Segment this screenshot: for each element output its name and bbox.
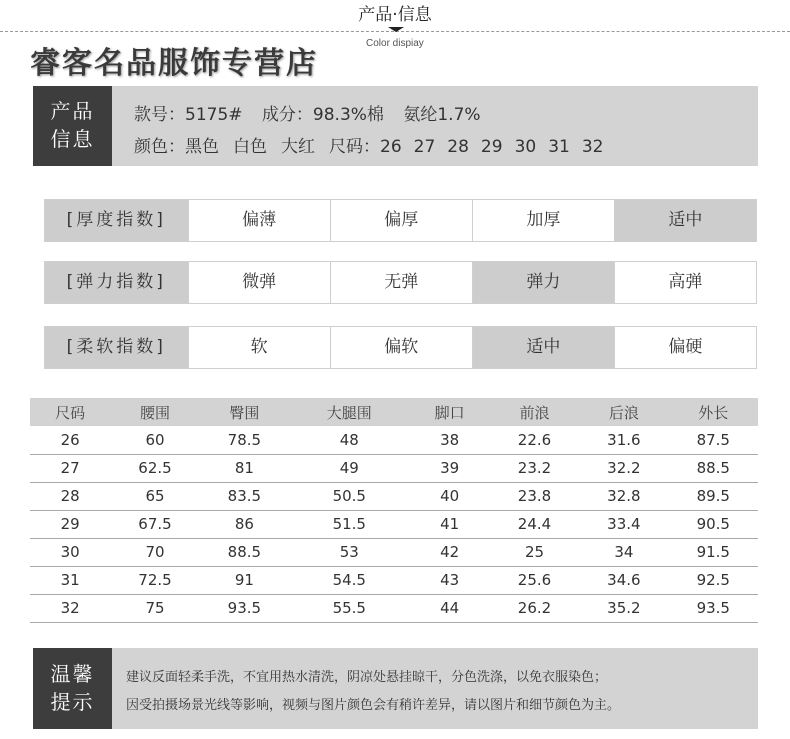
tips-text-line2: 因受拍摄场景光线等影响，视频与图片颜色会有稍许差异，请以图片和细节颜色为主。 (126, 698, 621, 713)
table-cell: 87.5 (669, 426, 758, 454)
table-cell: 93.5 (200, 594, 289, 622)
table-cell: 42 (410, 538, 490, 566)
tips-label-line2: 提示 (50, 690, 95, 714)
table-cell: 44 (410, 594, 490, 622)
table-cell: 89.5 (669, 482, 758, 510)
table-cell: 54.5 (289, 566, 409, 594)
table-cell: 51.5 (289, 510, 409, 538)
table-cell: 86 (200, 510, 289, 538)
size-value: 31 (548, 137, 570, 157)
table-row (30, 454, 758, 482)
table-cell: 22.6 (490, 426, 579, 454)
table-cell: 50.5 (289, 482, 409, 510)
header-notch-marker (388, 27, 404, 32)
table-cell: 28 (30, 482, 110, 510)
table-cell: 26.2 (490, 594, 579, 622)
style-number: 款号：5175# (134, 105, 243, 125)
table-cell: 83.5 (200, 482, 289, 510)
table-cell: 40 (410, 482, 490, 510)
index-row (44, 326, 757, 369)
index-label: [厚度指数] (45, 200, 188, 241)
size-table-header-cell: 脚口 (410, 398, 490, 426)
index-option: 偏硬 (614, 327, 756, 368)
table-cell: 26 (30, 426, 110, 454)
index-option: 微弹 (188, 262, 330, 303)
index-option: 加厚 (472, 200, 614, 241)
table-cell: 62.5 (110, 454, 199, 482)
index-option: 软 (188, 327, 330, 368)
table-cell: 70 (110, 538, 199, 566)
table-cell: 39 (410, 454, 490, 482)
table-row (30, 510, 758, 538)
tips-label-line1: 温馨 (50, 662, 95, 686)
size-table-header-cell: 腰围 (110, 398, 199, 426)
table-cell: 33.4 (579, 510, 668, 538)
table-cell: 25.6 (490, 566, 579, 594)
product-info-label-line1: 产品 (50, 99, 95, 123)
tips-label (33, 648, 112, 729)
table-cell: 78.5 (200, 426, 289, 454)
table-cell: 43 (410, 566, 490, 594)
table-cell: 48 (289, 426, 409, 454)
index-row (44, 199, 757, 242)
size-label: 尺码： (329, 137, 380, 157)
product-info-label (33, 86, 112, 166)
table-cell: 92.5 (669, 566, 758, 594)
size-table-header-cell: 尺码 (30, 398, 110, 426)
color-list (185, 137, 329, 157)
table-cell: 60 (110, 426, 199, 454)
table-cell: 67.5 (110, 510, 199, 538)
table-cell: 53 (289, 538, 409, 566)
section-title: 产品·信息 (358, 5, 432, 25)
table-cell: 31.6 (579, 426, 668, 454)
tips-text-line1: 建议反面轻柔手洗，不宜用热水清洗，阴凉处悬挂晾干，分色洗涤，以免衣服染色； (126, 670, 608, 685)
size-value: 32 (581, 137, 604, 157)
size-value: 29 (480, 137, 503, 157)
table-row (30, 426, 758, 454)
color-value: 黑色 (185, 137, 219, 157)
table-cell: 29 (30, 510, 110, 538)
table-cell: 30 (30, 538, 110, 566)
table-cell: 25 (490, 538, 579, 566)
index-option: 无弹 (330, 262, 472, 303)
size-table-header-cell: 臀围 (200, 398, 289, 426)
table-row (30, 538, 758, 566)
size-chart-table (30, 398, 758, 623)
table-cell: 90.5 (669, 510, 758, 538)
section-subtitle: Color dispiay (366, 38, 424, 49)
size-value: 27 (413, 137, 436, 157)
index-row (44, 261, 757, 304)
table-cell: 55.5 (289, 594, 409, 622)
table-cell: 32 (30, 594, 110, 622)
table-row (30, 566, 758, 594)
product-spec-line (134, 100, 481, 125)
index-option: 弹力 (472, 262, 614, 303)
table-cell: 88.5 (200, 538, 289, 566)
index-option: 偏薄 (188, 200, 330, 241)
table-row (30, 482, 758, 510)
size-table-header (30, 398, 758, 426)
size-value: 28 (447, 137, 469, 157)
size-table-body (30, 426, 758, 622)
color-label: 颜色： (134, 137, 185, 157)
size-table-header-cell: 外长 (669, 398, 758, 426)
size-value: 26 (380, 137, 402, 157)
size-table-header-cell: 前浪 (490, 398, 579, 426)
index-label: [弹力指数] (45, 262, 188, 303)
table-cell: 23.8 (490, 482, 579, 510)
product-info-panel (33, 86, 758, 166)
color-value: 大红 (281, 137, 315, 157)
color-size-line (134, 132, 615, 157)
table-cell: 27 (30, 454, 110, 482)
table-cell: 49 (289, 454, 409, 482)
tips-panel (33, 648, 758, 729)
table-cell: 23.2 (490, 454, 579, 482)
table-cell: 35.2 (579, 594, 668, 622)
table-cell: 38 (410, 426, 490, 454)
table-cell: 88.5 (669, 454, 758, 482)
table-cell: 93.5 (669, 594, 758, 622)
table-cell: 32.2 (579, 454, 668, 482)
product-info-label-line2: 信息 (50, 127, 95, 151)
table-cell: 91.5 (669, 538, 758, 566)
index-option: 偏厚 (330, 200, 472, 241)
table-cell: 81 (200, 454, 289, 482)
table-cell: 41 (410, 510, 490, 538)
index-option: 高弹 (614, 262, 756, 303)
index-option: 适中 (614, 200, 756, 241)
table-cell: 31 (30, 566, 110, 594)
table-cell: 34 (579, 538, 668, 566)
table-cell: 75 (110, 594, 199, 622)
table-cell: 34.6 (579, 566, 668, 594)
table-cell: 32.8 (579, 482, 668, 510)
shop-name-logo: 睿客名品服饰专营店 (30, 46, 318, 81)
spandex-content: 氨纶1.7% (403, 105, 481, 125)
table-cell: 91 (200, 566, 289, 594)
table-cell: 24.4 (490, 510, 579, 538)
size-value: 30 (514, 137, 537, 157)
size-table-header-cell: 后浪 (579, 398, 668, 426)
table-row (30, 594, 758, 622)
index-label: [柔软指数] (45, 327, 188, 368)
color-value: 白色 (233, 137, 267, 157)
size-table-header-cell: 大腿围 (289, 398, 409, 426)
composition: 成分：98.3%棉 (261, 105, 384, 125)
table-cell: 72.5 (110, 566, 199, 594)
index-option: 适中 (472, 327, 614, 368)
index-option: 偏软 (330, 327, 472, 368)
table-cell: 65 (110, 482, 199, 510)
size-list (380, 137, 615, 157)
